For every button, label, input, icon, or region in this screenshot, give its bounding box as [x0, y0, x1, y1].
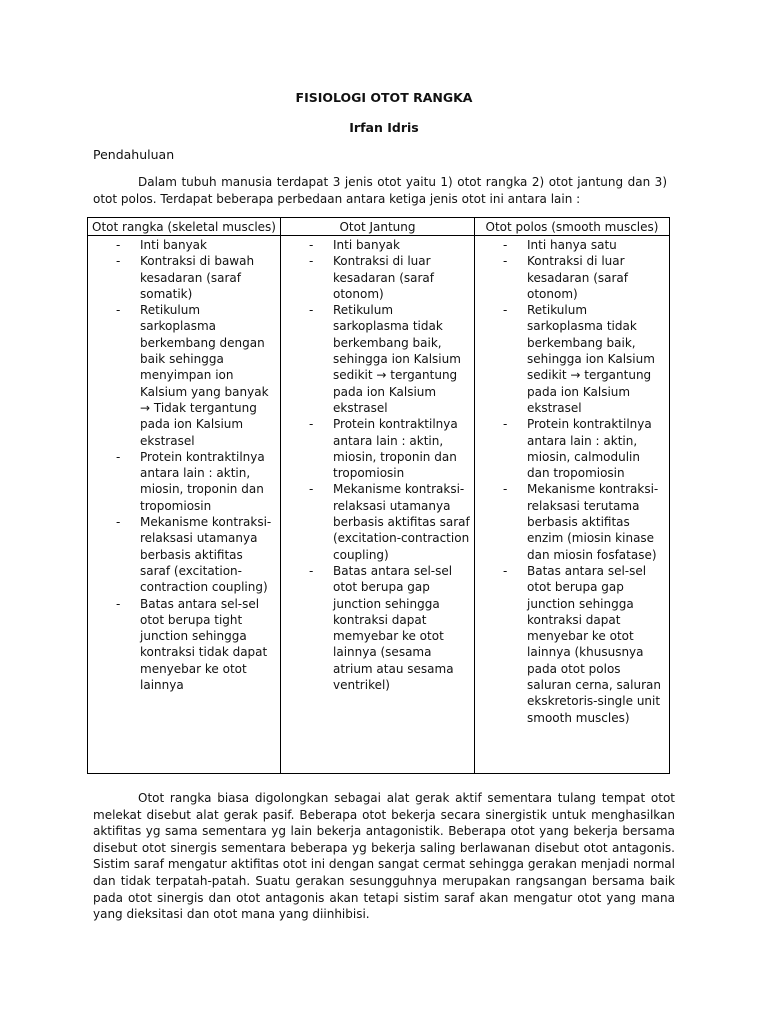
cardiac-muscle-cell	[281, 236, 475, 774]
smooth-muscle-cell	[475, 236, 670, 774]
list-item: - Inti banyak	[285, 237, 470, 253]
body-paragraph: Otot rangka biasa digolongkan sebagai alat gerak aktif sementara tulang tempat otot melekat disebut alat gerak pasif. Beberapa otot bekerja secara sinergistik untuk menghasilkan aktifitas yg sama sementara yg lain bekerja antagonistik. Beberapa otot yang bekerja bersama disebut otot sinergis sementara beberapa yg bekerja saling berlawanan disebut otot antagonis. Sistim saraf mengatur aktifitas otot ini dengan sangat cermat sehingga gerakan menjadi normal dan tidak terpatah-patah. Suatu gerakan sesungguhnya merupakan rangsangan bersama baik pada otot sinergis dan otot antagonis akan tetapi sistim saraf akan mengatur otot yang mana yang dieksitasi dan otot mana yang diinhibisi.	[93, 791, 675, 922]
list-item: - Inti hanya satu	[479, 237, 665, 253]
author-name: Irfan Idris	[349, 120, 419, 135]
smooth-muscle-list	[479, 237, 665, 726]
list-item: - Mekanisme kontraksi-relaksasi utamanya berbasis aktifitas saraf (excitation-contraction coupling)	[285, 481, 470, 562]
list-item: - Retikulum sarkoplasma berkembang dengan baik sehingga menyimpan ion Kalsium yang banyak → Tidak tergantung pada ion Kalsium ekstrasel	[92, 302, 276, 449]
list-item: - Kontraksi di luar kesadaran (saraf otonom)	[285, 253, 470, 302]
list-item: - Kontraksi di bawah kesadaran (saraf somatik)	[92, 253, 276, 302]
header-cardiac: Otot Jantung	[281, 218, 475, 236]
list-item: - Retikulum sarkoplasma tidak berkembang baik, sehingga ion Kalsium sedikit → tergantung pada ion Kalsium ekstrasel	[285, 302, 470, 416]
list-item: - Mekanisme kontraksi-relaksasi terutama berbasis aktifitas enzim (miosin kinase dan miosin fosfatase)	[479, 481, 665, 562]
header-skeletal: Otot rangka (skeletal muscles)	[88, 218, 281, 236]
section-heading: Pendahuluan	[93, 147, 175, 162]
list-item: - Protein kontraktilnya antara lain : aktin, miosin, calmodulin dan tropomiosin	[479, 416, 665, 481]
comparison-table	[87, 217, 670, 774]
skeletal-muscle-list	[92, 237, 276, 693]
document-title: FISIOLOGI OTOT RANGKA	[295, 90, 473, 105]
list-item: - Batas antara sel-sel otot berupa gap junction sehingga kontraksi dapat memyebar ke otot lainnya (sesama atrium atau sesama ventrikel)	[285, 563, 470, 693]
list-item: - Batas antara sel-sel otot berupa gap junction sehingga kontraksi dapat menyebar ke otot lainnya (khususnya pada otot polos saluran cerna, saluran ekskretoris-single unit smooth muscles)	[479, 563, 665, 726]
list-item: - Mekanisme kontraksi-relaksasi utamanya berbasis aktifitas saraf (excitation-contraction coupling)	[92, 514, 276, 595]
list-item: - Protein kontraktilnya antara lain : aktin, miosin, troponin dan tropomiosin	[285, 416, 470, 481]
list-item: - Kontraksi di luar kesadaran (saraf otonom)	[479, 253, 665, 302]
list-item: - Protein kontraktilnya antara lain : aktin, miosin, troponin dan tropomiosin	[92, 449, 276, 514]
header-smooth: Otot polos (smooth muscles)	[475, 218, 670, 236]
cardiac-muscle-list	[285, 237, 470, 693]
list-item: - Retikulum sarkoplasma tidak berkembang baik, sehingga ion Kalsium sedikit → tergantung pada ion Kalsium ekstrasel	[479, 302, 665, 416]
list-item: - Inti banyak	[92, 237, 276, 253]
skeletal-muscle-cell	[88, 236, 281, 774]
intro-paragraph: Dalam tubuh manusia terdapat 3 jenis otot yaitu 1) otot rangka 2) otot jantung dan 3) otot polos. Terdapat beberapa perbedaan antara ketiga jenis otot ini antara lain :	[93, 175, 667, 206]
list-item: - Batas antara sel-sel otot berupa tight junction sehingga kontraksi tidak dapat menyebar ke otot lainnya	[92, 596, 276, 694]
table-row	[88, 236, 670, 774]
table-header-row	[88, 218, 670, 236]
